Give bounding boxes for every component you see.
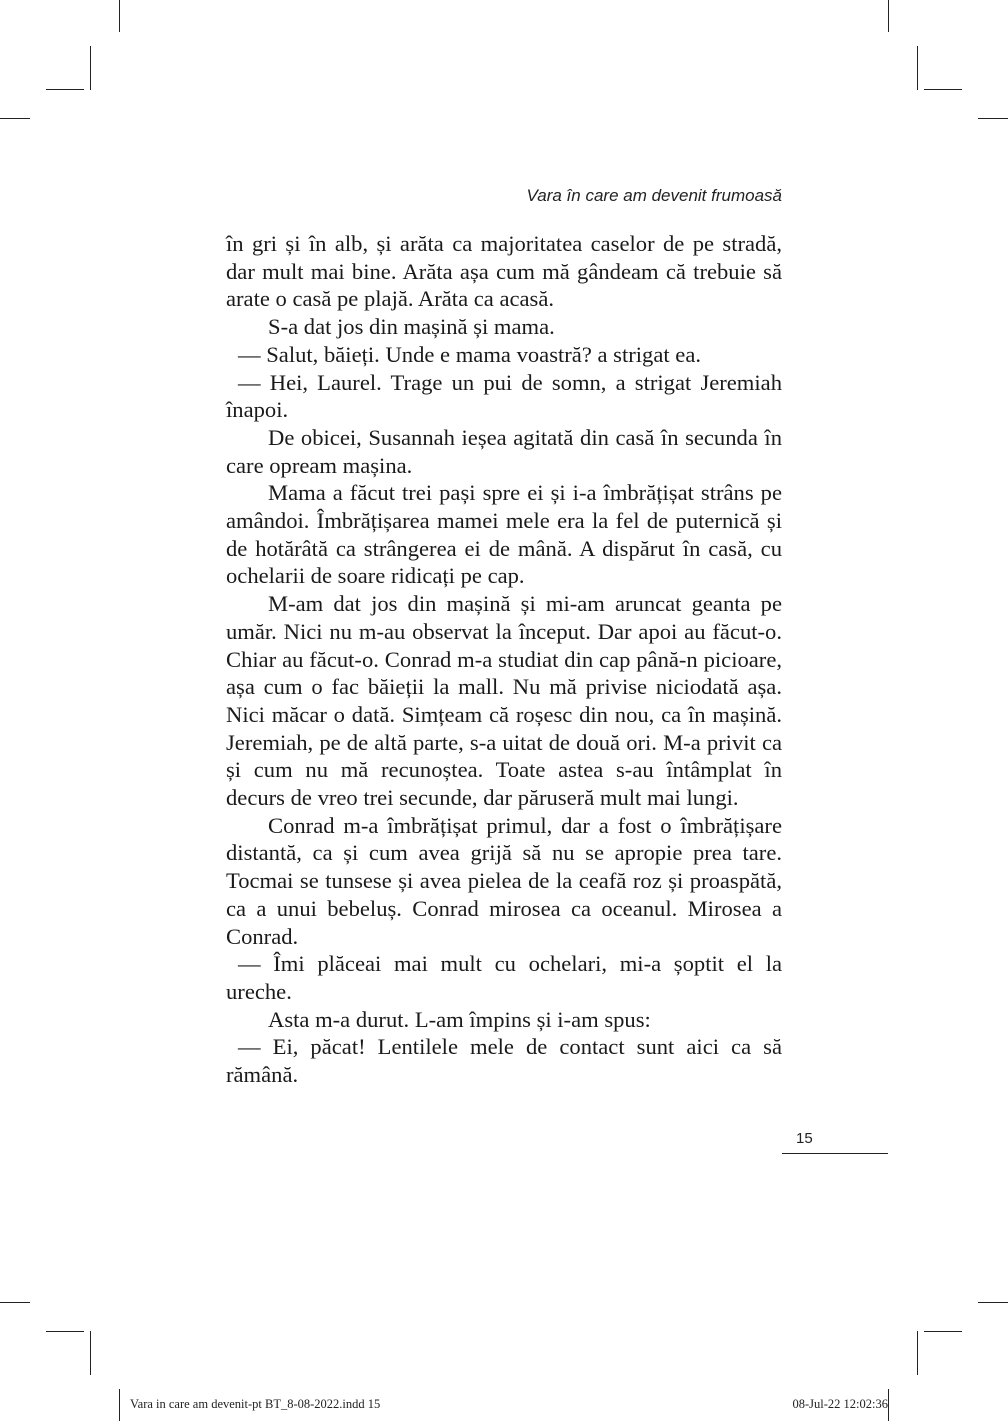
paragraph: M-am dat jos din mașină și mi-am aruncat geanta pe umăr. Nici nu m-au observat la început. Dar apoi au făcut-o. Chiar au făcut-o. Conrad m-a studiat din cap până-n picioare, așa cum o fac băieții la mall. Nu mă privise niciodată așa. Nici măcar o dată. Simțeam că roșesc din nou, ca în mașină. Jeremiah, pe de altă parte, s-a uitat de două ori. M-a privit ca și cum nu mă recunoștea. Toate astea s-au întâmplat în decurs de vreo trei secunde, dar păruseră mult mai lungi. bbox=[226, 591, 782, 811]
crop-mark bbox=[978, 1302, 1008, 1303]
running-head: Vara în care am devenit frumoasă bbox=[526, 186, 782, 205]
paragraph: De obicei, Susannah ieșea agitată din casă în secunda în care opream mașina. bbox=[226, 424, 782, 478]
slug-timestamp: 08-Jul-22 12:02:36 bbox=[792, 1397, 888, 1411]
paragraph: Asta m-a durut. L-am împins și i-am spus: bbox=[268, 1006, 651, 1032]
page-number-rule bbox=[782, 1153, 888, 1154]
paragraph: S-a dat jos din mașină și mama. bbox=[268, 314, 555, 340]
dialogue-line: — Hei, Laurel. Trage un pui de somn, a strigat Jeremiah înapoi. bbox=[226, 369, 782, 423]
body-text bbox=[226, 230, 782, 1089]
paragraph: în gri și în alb, și arăta ca majoritatea caselor de pe stradă, dar mult mai bine. Arăta așa cum mă gândeam că trebuie să arate o casă pe plajă. Arăta ca acasă. bbox=[226, 231, 782, 312]
dialogue-line: — Ei, păcat! Lentilele mele de contact sunt aici ca să rămână. bbox=[226, 1034, 782, 1088]
crop-mark bbox=[0, 1302, 30, 1303]
crop-mark bbox=[90, 1331, 91, 1375]
crop-mark bbox=[978, 118, 1008, 119]
dialogue-line: — Salut, băieți. Unde e mama voastră? a strigat ea. bbox=[238, 341, 702, 367]
page-number: 15 bbox=[796, 1130, 813, 1147]
crop-mark bbox=[924, 1331, 962, 1332]
crop-mark bbox=[90, 46, 91, 90]
crop-mark bbox=[119, 1389, 120, 1421]
crop-mark bbox=[119, 0, 120, 32]
crop-mark bbox=[924, 89, 962, 90]
paragraph: Mama a făcut trei pași spre ei și i-a îmbrățișat strâns pe amândoi. Îmbrățișarea mamei mele era la fel de puternică și de hotărâtă ca strângerea ei de mână. A dispărut în casă, cu ochelarii de soare ridicați pe cap. bbox=[226, 480, 782, 589]
crop-mark bbox=[46, 89, 84, 90]
crop-mark bbox=[917, 46, 918, 90]
dialogue-line: — Îmi plăceai mai mult cu ochelari, mi-a șoptit el la ureche. bbox=[226, 951, 782, 1004]
crop-mark bbox=[888, 1389, 889, 1421]
crop-mark bbox=[0, 118, 30, 119]
paragraph: Conrad m-a îmbrățișat primul, dar a fost o îmbrățișare distantă, ca și cum avea grijă să nu se apropie prea tare. Tocmai se tunsese și avea pielea de la ceafă roz și proaspătă, ca a unui bebeluș. Conrad mirosea ca oceanul. Mirosea a Conrad. bbox=[226, 812, 782, 949]
crop-mark bbox=[888, 0, 889, 32]
crop-mark bbox=[46, 1331, 84, 1332]
crop-mark bbox=[917, 1331, 918, 1375]
slug-filename: Vara in care am devenit-pt BT_8-08-2022.indd 15 bbox=[130, 1397, 381, 1411]
